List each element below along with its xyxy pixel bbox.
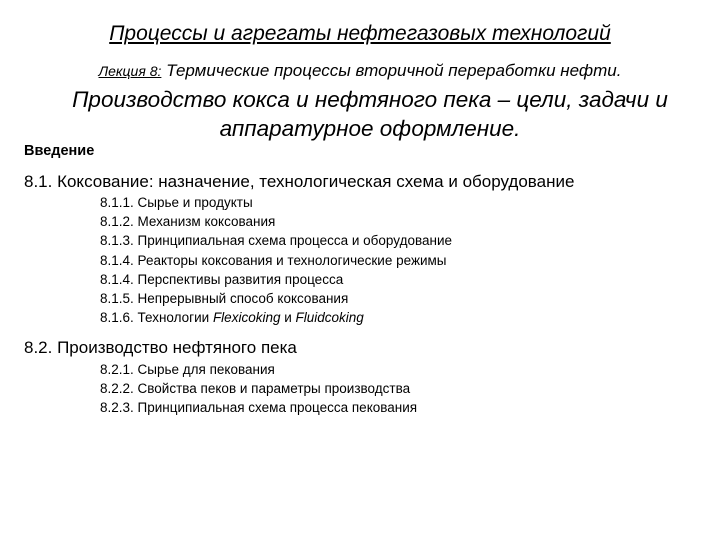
fluidcoking-term: Fluidcoking — [295, 310, 364, 326]
section-8-1-list — [100, 193, 452, 327]
flexicoking-term: Flexicoking — [212, 310, 281, 326]
lecture-number: Лекция 8: — [98, 63, 162, 79]
section-8-2-list — [100, 360, 417, 418]
course-title: Процессы и агрегаты нефтегазовых технологий — [109, 22, 611, 45]
list-item: 8.2.2. Свойства пеков и параметры производства — [100, 381, 411, 397]
lecture-line — [0, 60, 720, 82]
list-item: 8.1.3. Принципиальная схема процесса и оборудование — [100, 233, 452, 249]
list-item: 8.2.1. Сырье для пекования — [100, 362, 275, 377]
section-8-1-title: 8.1. Коксование: назначение, технологическая схема и оборудование — [24, 172, 575, 191]
list-item: 8.1.4. Перспективы развития процесса — [100, 271, 344, 287]
list-item: 8.1.6. Технологии Flexicoking и Fluidcoking — [100, 310, 364, 326]
list-item: 8.1.2. Механизм коксования — [100, 214, 276, 230]
lecture-heading: Производство кокса и нефтяного пека – цели, задачи и аппаратурное оформление. — [72, 87, 668, 141]
list-item: 8.2.3. Принципиальная схема процесса пекования — [100, 400, 418, 416]
intro-heading: Введение — [24, 143, 95, 159]
list-item: 8.1.4. Реакторы коксования и технологические режимы — [100, 252, 447, 268]
lecture-topic: Термические процессы вторичной переработки нефти. — [166, 61, 622, 80]
section-8-2-title: 8.2. Производство нефтяного пека — [24, 338, 297, 357]
list-item: 8.1.1. Сырье и продукты — [100, 195, 253, 210]
list-item: 8.1.5. Непрерывный способ коксования — [100, 291, 349, 307]
